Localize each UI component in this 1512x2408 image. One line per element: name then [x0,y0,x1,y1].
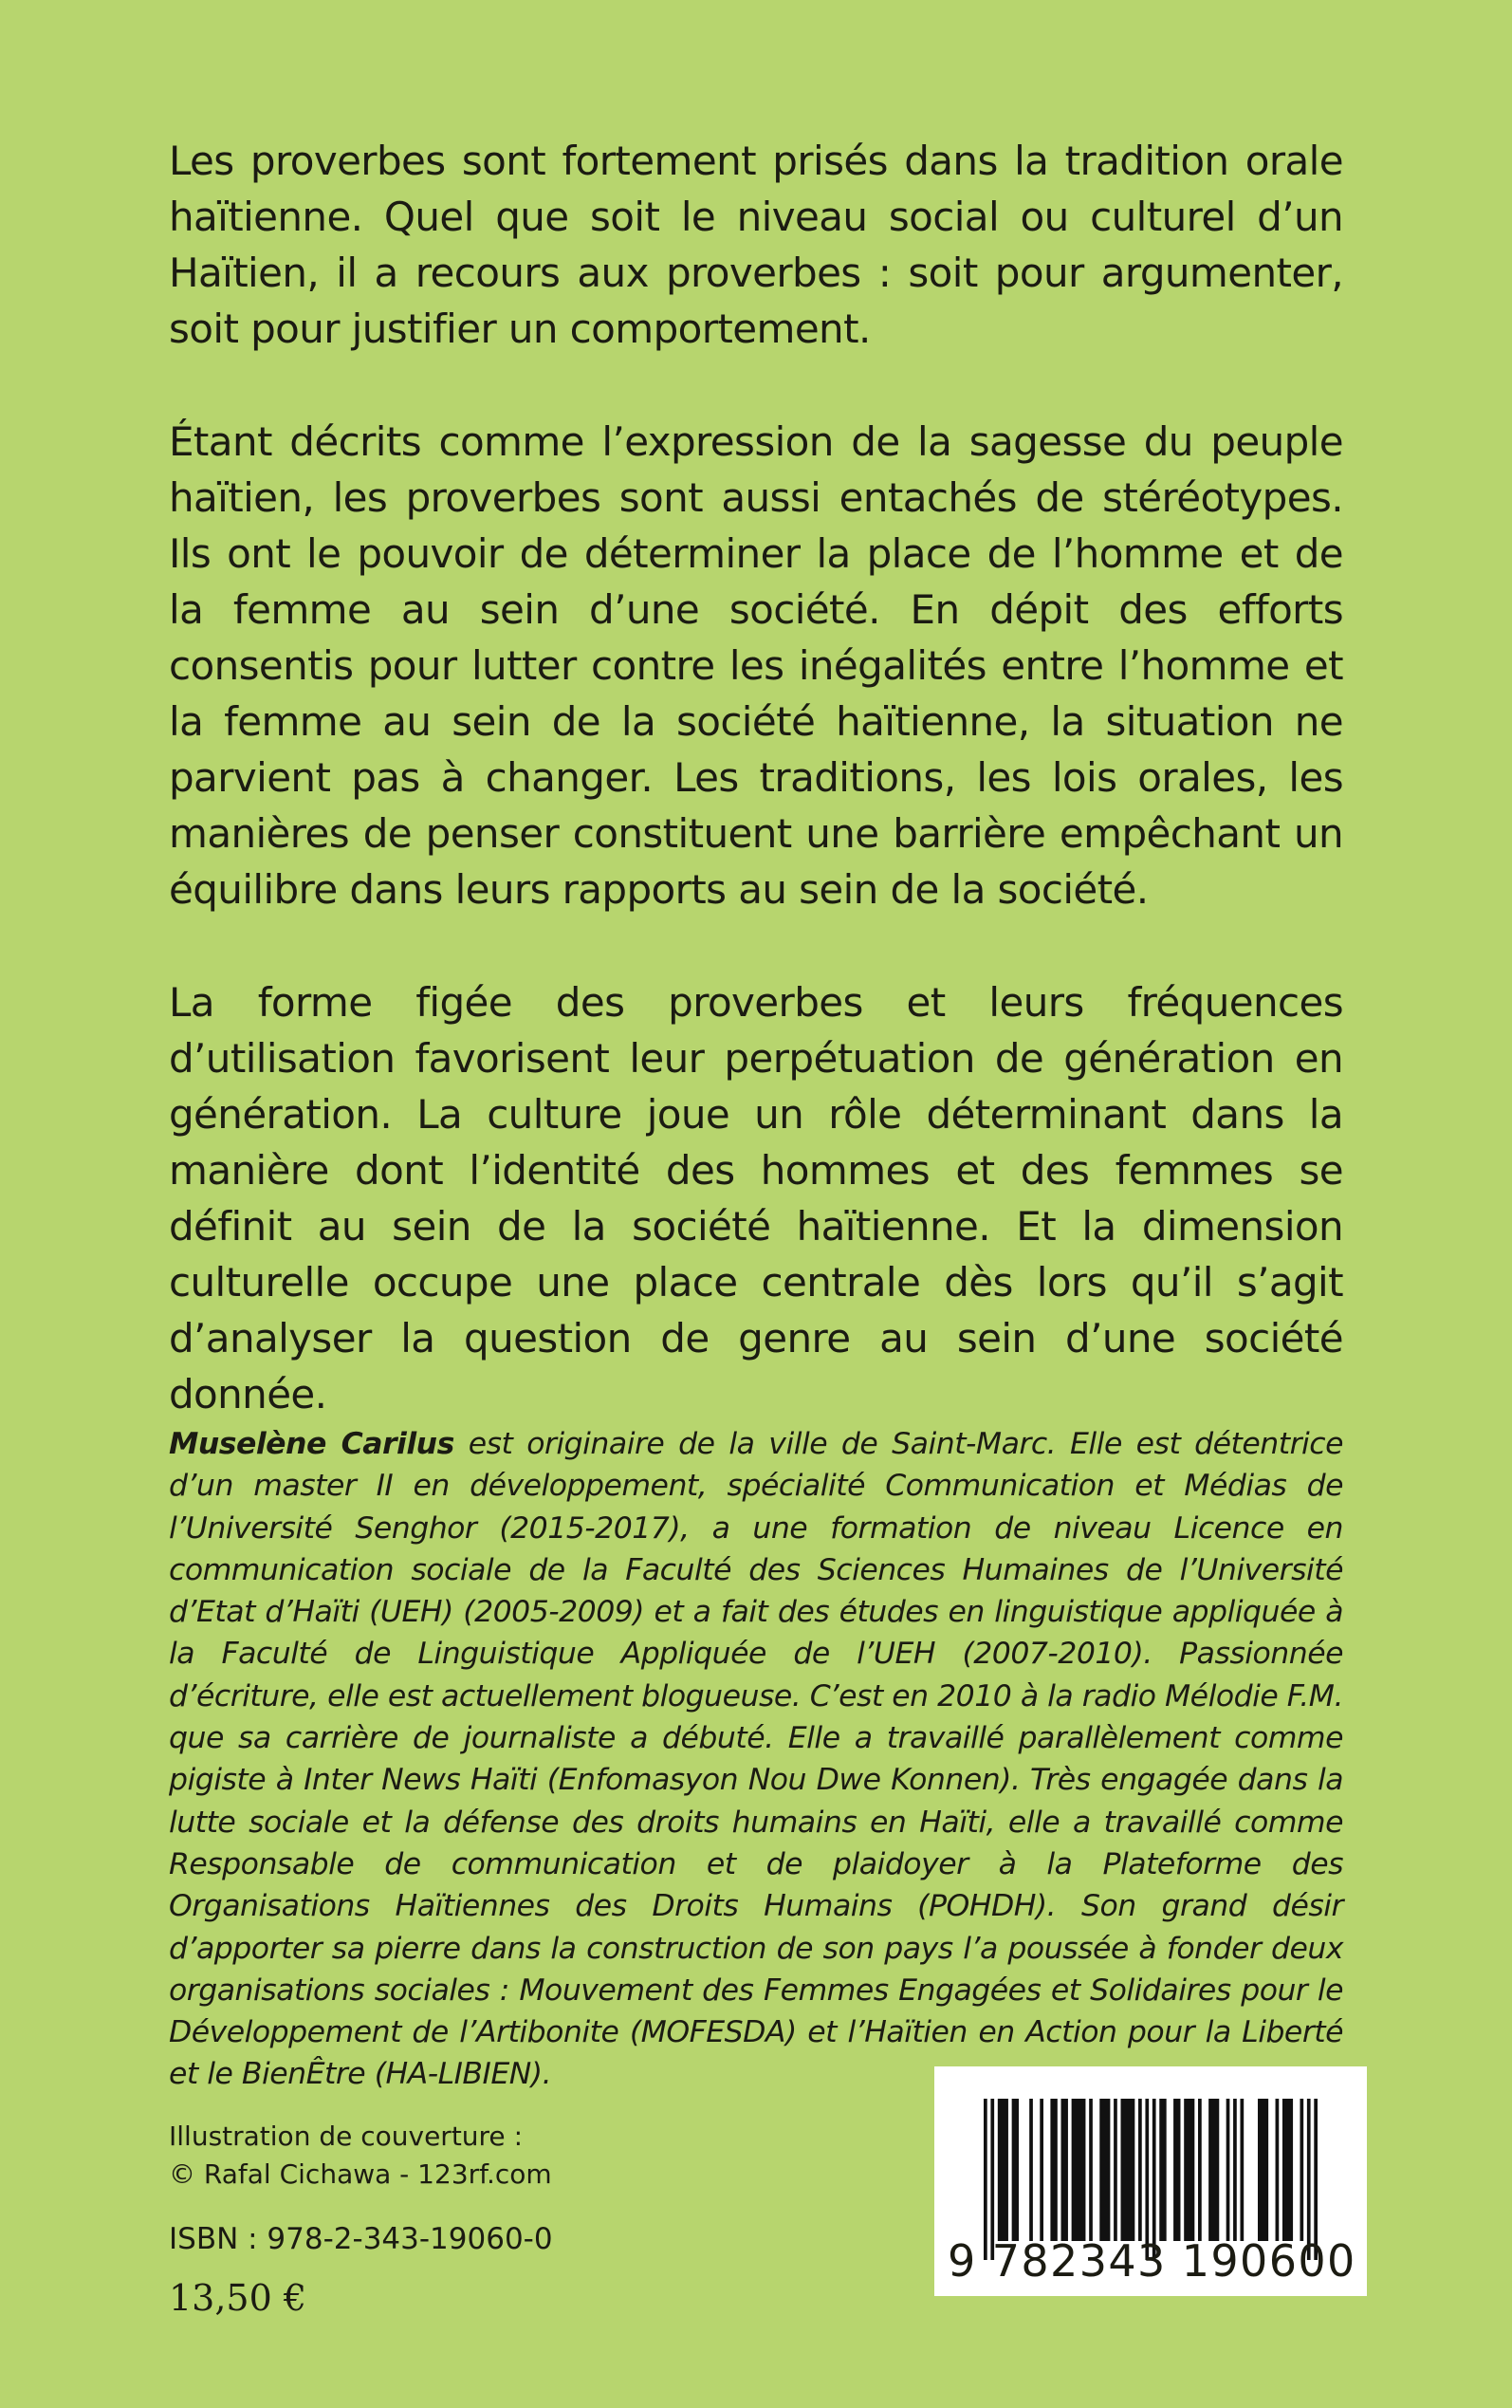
illustration-credit: © Rafal Cichawa - 123rf.com [169,2158,552,2190]
summary-paragraph-3: La forme figée des proverbes et leurs fréquences d’utilisation favorisent leur perpétuation de génération en génération. La culture joue un rôle déterminant dans la manière dont l’identité des hommes et des femmes se définit au sein de la société haïtienne. Et la dimension culturelle occupe une place centrale dès lors qu’il s’agit d’analyser la question de genre au sein d’une société donnée. [169,979,1343,1417]
author-biography-text: est originaire de la ville de Saint-Marc. Elle est détentrice d’un master II en développement, spécialité Communication et Médias de l’Université Senghor (2015-2017), a une formation de niveau Licence en communication sociale de la Faculté des Sciences Humaines de l’Université d’Etat d’Haïti (UEH) (2005-2009) et a fait des études en linguistique appliquée à la Faculté de Linguistique Appliquée de l’UEH (2007-2010). Passionnée d’écriture, elle est actuellement blogueuse. C’est en 2010 à la radio Mélodie F.M. que sa carrière de journaliste a débuté. Elle a travaillé parallèlement comme pigiste à Inter News Haïti (Enfomasyon Nou Dwe Konnen). Très engagée dans la lutte sociale et la défense des droits humains en Haïti, elle a travaillé comme Responsable de communication et de plaidoyer à la Plateforme des Organisations Haïtiennes des Droits Humains (POHDH). Son grand désir d’apporter sa pierre dans la construction de son pays l’a poussée à fonder deux organisations sociales : Mouvement des Femmes Engagées et Solidaires pour le Développement de l’Artibonite (MOFESDA) et l’Haïtien en Action pour la Liberté et le BienÊtre (HA-LIBIEN). [169,1427,1344,2092]
barcode-bar [1061,2099,1068,2241]
summary-paragraph-1: Les proverbes sont fortement prisés dans la tradition orale haïtienne. Quel que soit le niveau social ou culturel d’un Haïtien, il a recours aux proverbes : soit pour argumenter, soit pour justifier un comportement. [169,138,1343,352]
barcode-bar [1050,2099,1057,2241]
barcode-bar [1173,2099,1180,2241]
isbn: ISBN : 978-2-343-19060-0 [169,2222,553,2256]
barcode-bar [1138,2099,1142,2241]
barcode-bar [1040,2099,1043,2241]
barcode [934,2066,1367,2296]
author-biography [169,1423,1343,2096]
barcode-bar [998,2099,1008,2241]
price: 13,50 € [169,2277,307,2319]
summary-paragraph-2: Étant décrits comme l’expression de la sagesse du peuple haïtien, les proverbes sont aussi entachés de stéréotypes. Ils ont le pouvoir de déterminer la place de l’homme et de la femme au sein d’une société. En dépit des efforts consentis pour lutter contre les inégalités entre l’homme et la femme au sein de la société haïtienne, la situation ne parvient pas à changer. Les traditions, les lois orales, les manières de penser constituent une barrière empêchant un équilibre dans leurs rapports au sein de la société. [169,418,1343,913]
barcode-bar [1099,2099,1110,2241]
barcode-bar [1198,2099,1202,2241]
barcode-bar [1276,2099,1280,2241]
barcode-bar [1300,2099,1303,2241]
summary-text [169,133,1343,1479]
barcode-number: 9 782343 190600 [948,2235,1356,2287]
author-name: Muselène Carilus [169,1427,454,1461]
barcode-bar [1226,2099,1230,2241]
barcode-bar [1012,2099,1019,2241]
barcode-bar [1072,2099,1086,2241]
barcode-bar [1089,2099,1093,2241]
cover-illustration-credit [169,2118,552,2194]
illustration-label: Illustration de couverture : [169,2121,523,2152]
barcode-bar [1208,2099,1219,2241]
barcode-bar [1258,2099,1268,2241]
barcode-bar [1121,2099,1135,2241]
barcode-bar [1184,2099,1194,2241]
barcode-bar [1240,2099,1244,2241]
barcode-bar [1029,2099,1033,2241]
barcode-bar [1233,2099,1237,2241]
barcode-bar [1159,2099,1166,2241]
barcode-bar [1282,2099,1293,2241]
barcode-bar [1114,2099,1117,2241]
